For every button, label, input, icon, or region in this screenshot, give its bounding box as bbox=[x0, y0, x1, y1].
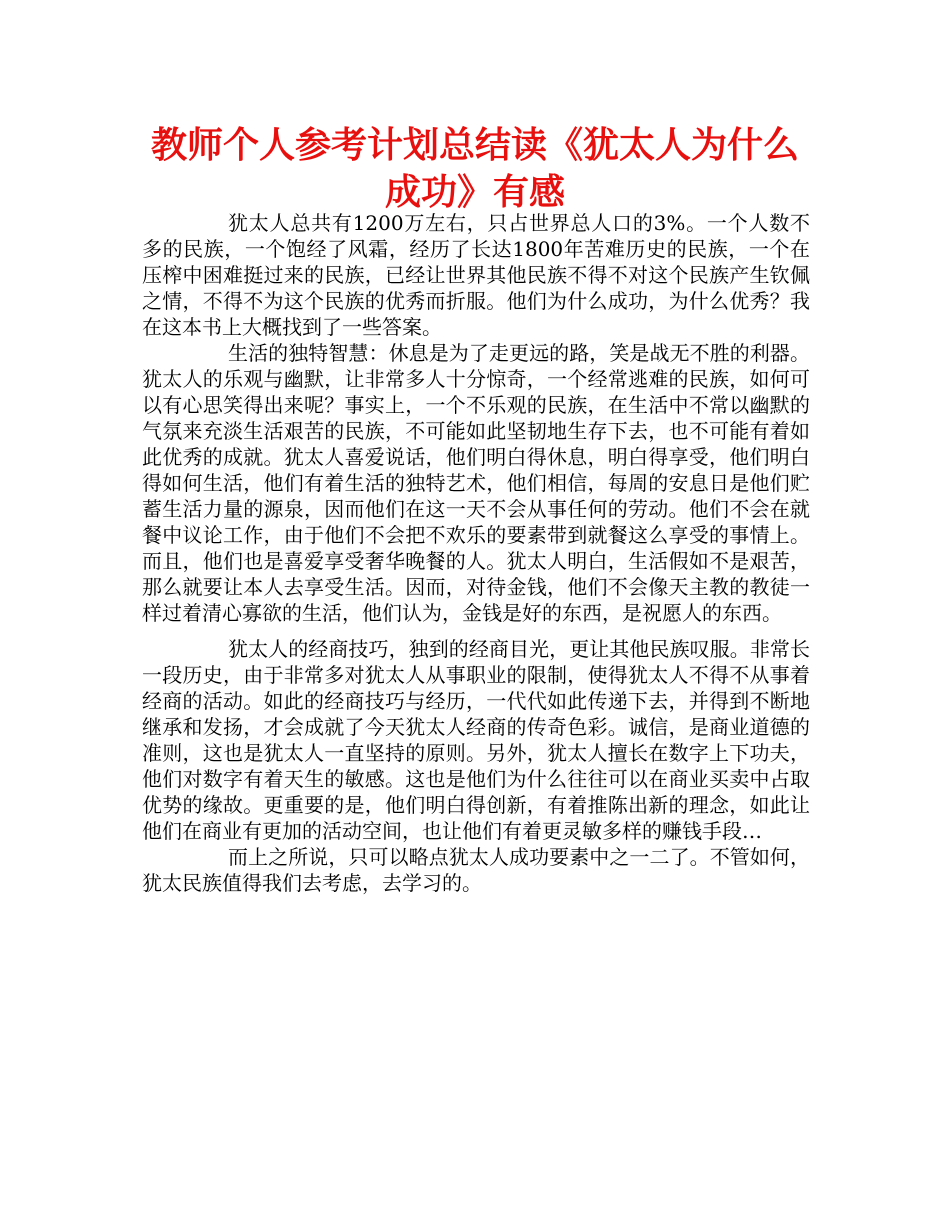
document-body bbox=[142, 210, 810, 896]
paragraph-3: 犹太人的经商技巧，独到的经商目光，更让其他民族叹服。非常长一段历史，由于非常多对犹太人从事职业的限制，使得犹太人不得不从事着经商的活动。如此的经商技巧与经历，一代代如此传递下去，并得到不断地继承和发扬，才会成就了今天犹太人经商的传奇色彩。诚信，是商业道德的准则，这也是犹太人一直坚持的原则。另外，犹太人擅长在数字上下功夫，他们对数字有着天生的敏感。这也是他们为什么往往可以在商业买卖中占取优势的缘故。更重要的是，他们明白得创新，有着推陈出新的理念，如此让他们在商业有更加的活动空间，也让他们有着更灵敏多样的赚钱手段… bbox=[142, 637, 810, 843]
paragraph-1: 犹太人总共有1200万左右，只占世界总人口的3%。一个人数不多的民族，一个饱经了风霜，经历了长达1800年苦难历史的民族，一个在压榨中困难挺过来的民族，已经让世界其他民族不得不对这个民族产生钦佩之情，不得不为这个民族的优秀而折服。他们为什么成功，为什么优秀？我在这本书上大概找到了一些答案。 bbox=[142, 211, 810, 339]
document-title: 教师个人参考计划总结读《犹太人为什么成功》有感 bbox=[150, 125, 799, 213]
paragraph-2: 生活的独特智慧：休息是为了走更远的路，笑是战无不胜的利器。犹太人的乐观与幽默，让非常多人十分惊奇，一个经常逃难的民族，如何可以有心思笑得出来呢？事实上，一个不乐观的民族，在生活中不常以幽默的气氛来充淡生活艰苦的民族，不可能如此坚韧地生存下去，也不可能有着如此优秀的成就。犹太人喜爱说话，他们明白得休息，明白得享受，他们明白得如何生活，他们有着生活的独特艺术，他们相信，每周的安息日是他们贮蓄生活力量的源泉，因而他们在这一天不会从事任何的劳动。他们不会在就餐中议论工作，由于他们不会把不欢乐的要素带到就餐这么享受的事情上。而且，他们也是喜爱享受奢华晚餐的人。犹太人明白，生活假如不是艰苦，那么就要让本人去享受生活。因而，对待金钱，他们不会像天主教的教徒一样过着清心寡欲的生活，他们认为，金钱是好的东西，是祝愿人的东西。 bbox=[142, 341, 810, 625]
paragraph-4: 而上之所说，只可以略点犹太人成功要素中之一二了。不管如何，犹太民族值得我们去考虑，去学习的。 bbox=[142, 845, 810, 895]
